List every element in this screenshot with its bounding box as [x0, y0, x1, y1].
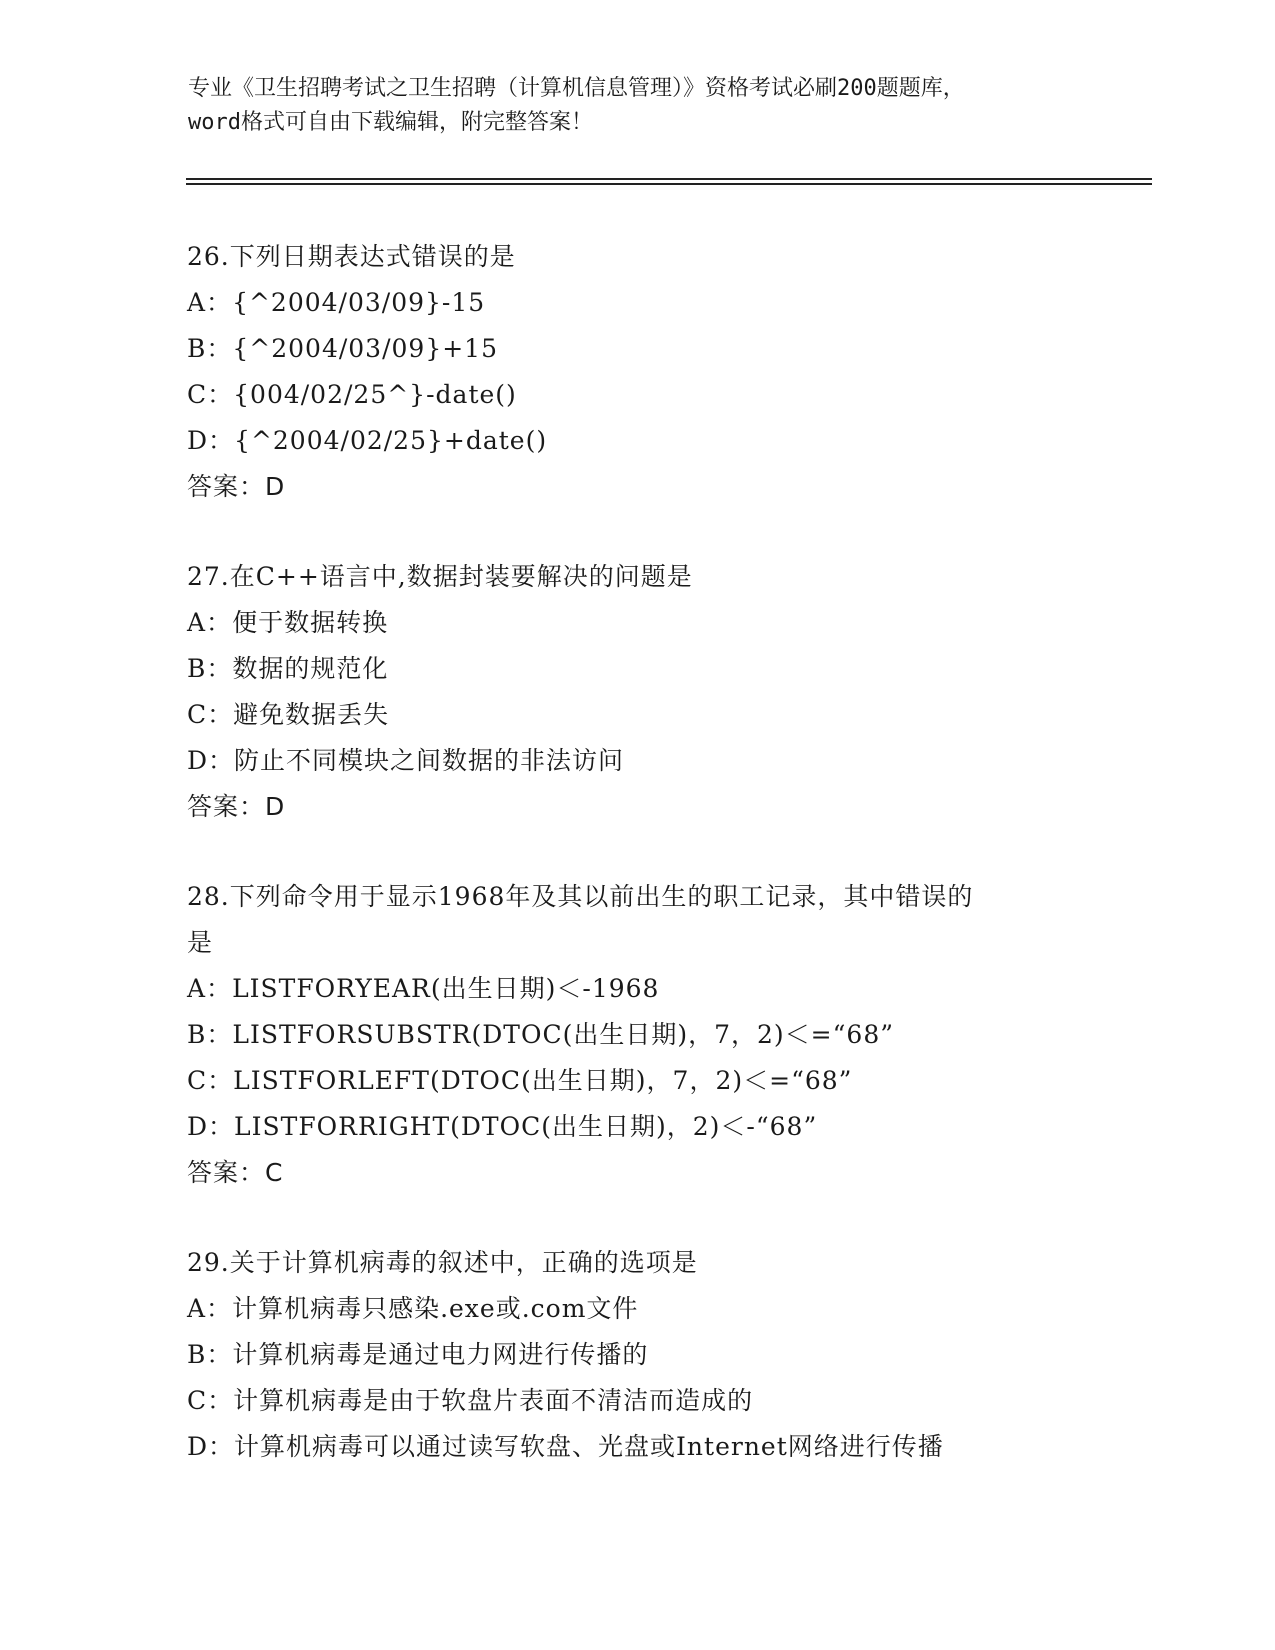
option-label: D： — [187, 1112, 235, 1141]
option-text: LISTFORRIGHT(DTOC(出生日期)，2)＜-“68” — [234, 1112, 818, 1141]
question-block — [187, 1240, 1147, 1470]
option-label: B： — [187, 1020, 233, 1049]
answer-option — [187, 738, 1147, 784]
option-text: {^2004/02/25}+date() — [234, 426, 548, 455]
answer-line — [187, 784, 1147, 830]
answer-option — [187, 326, 1147, 372]
option-text: 防止不同模块之间数据的非法访问 — [234, 746, 625, 775]
option-text: 计算机病毒只感染.exe或.com文件 — [232, 1294, 639, 1323]
option-label: A： — [187, 608, 233, 637]
answer-value: C — [265, 1158, 284, 1187]
option-text: 避免数据丢失 — [233, 700, 390, 729]
option-label: D： — [187, 746, 235, 775]
question-block — [187, 554, 1147, 830]
answer-option — [187, 692, 1147, 738]
option-label: C： — [187, 380, 234, 409]
question-block — [187, 234, 1147, 510]
answer-option — [187, 966, 1147, 1012]
option-text: LISTFORSUBSTR(DTOC(出生日期)，7，2)＜=“68” — [232, 1020, 894, 1049]
question-list — [187, 234, 1147, 1514]
option-label: C： — [187, 1066, 234, 1095]
option-text: {^2004/03/09}-15 — [232, 288, 486, 317]
option-text: 便于数据转换 — [232, 608, 389, 637]
question-stem: 28.下列命令用于显示1968年及其以前出生的职工记录，其中错误的 — [187, 882, 974, 911]
answer-option — [187, 1012, 1147, 1058]
answer-prefix: 答案： — [187, 472, 266, 501]
option-label: A： — [187, 288, 233, 317]
question-stem: 29.关于计算机病毒的叙述中，正确的选项是 — [187, 1248, 698, 1277]
answer-option — [187, 418, 1147, 464]
answer-option — [187, 600, 1147, 646]
option-text: LISTFORYEAR(出生日期)＜-1968 — [232, 974, 660, 1003]
answer-option — [187, 280, 1147, 326]
question-block — [187, 874, 1147, 1196]
answer-option — [187, 1424, 1147, 1470]
question-stem: 26.下列日期表达式错误的是 — [187, 242, 516, 271]
option-label: A： — [187, 1294, 233, 1323]
option-text: {^2004/03/09}+15 — [232, 334, 498, 363]
answer-option — [187, 1286, 1147, 1332]
answer-option — [187, 372, 1147, 418]
document-header — [188, 72, 1088, 140]
answer-option — [187, 646, 1147, 692]
option-label: A： — [187, 974, 233, 1003]
header-line-2: word格式可自由下载编辑，附完整答案！ — [188, 110, 593, 135]
option-text: 计算机病毒是由于软盘片表面不清洁而造成的 — [233, 1386, 754, 1415]
answer-option — [187, 1058, 1147, 1104]
answer-value: D — [265, 792, 286, 821]
header-divider-top — [186, 178, 1152, 180]
option-text: 数据的规范化 — [232, 654, 389, 683]
option-label: D： — [187, 426, 235, 455]
option-text: 计算机病毒可以通过读写软盘、光盘或Internet网络进行传播 — [234, 1432, 944, 1461]
question-stem: 是 — [187, 928, 214, 957]
option-label: B： — [187, 1340, 233, 1369]
option-label: B： — [187, 654, 233, 683]
answer-option — [187, 1378, 1147, 1424]
answer-prefix: 答案： — [187, 1158, 266, 1187]
option-label: C： — [187, 700, 234, 729]
question-stem: 27.在C++语言中,数据封装要解决的问题是 — [187, 562, 693, 591]
option-label: D： — [187, 1432, 235, 1461]
answer-prefix: 答案： — [187, 792, 266, 821]
option-text: LISTFORLEFT(DTOC(出生日期)，7，2)＜=“68” — [233, 1066, 853, 1095]
option-label: B： — [187, 334, 233, 363]
header-line-1: 专业《卫生招聘考试之卫生招聘（计算机信息管理）》资格考试必刷200题题库， — [188, 76, 965, 101]
answer-value: D — [265, 472, 286, 501]
answer-line — [187, 1150, 1147, 1196]
header-divider-bottom — [186, 183, 1152, 185]
answer-option — [187, 1332, 1147, 1378]
option-label: C： — [187, 1386, 234, 1415]
option-text: {004/02/25^}-date() — [233, 380, 517, 409]
answer-option — [187, 1104, 1147, 1150]
answer-line — [187, 464, 1147, 510]
option-text: 计算机病毒是通过电力网进行传播的 — [232, 1340, 649, 1369]
